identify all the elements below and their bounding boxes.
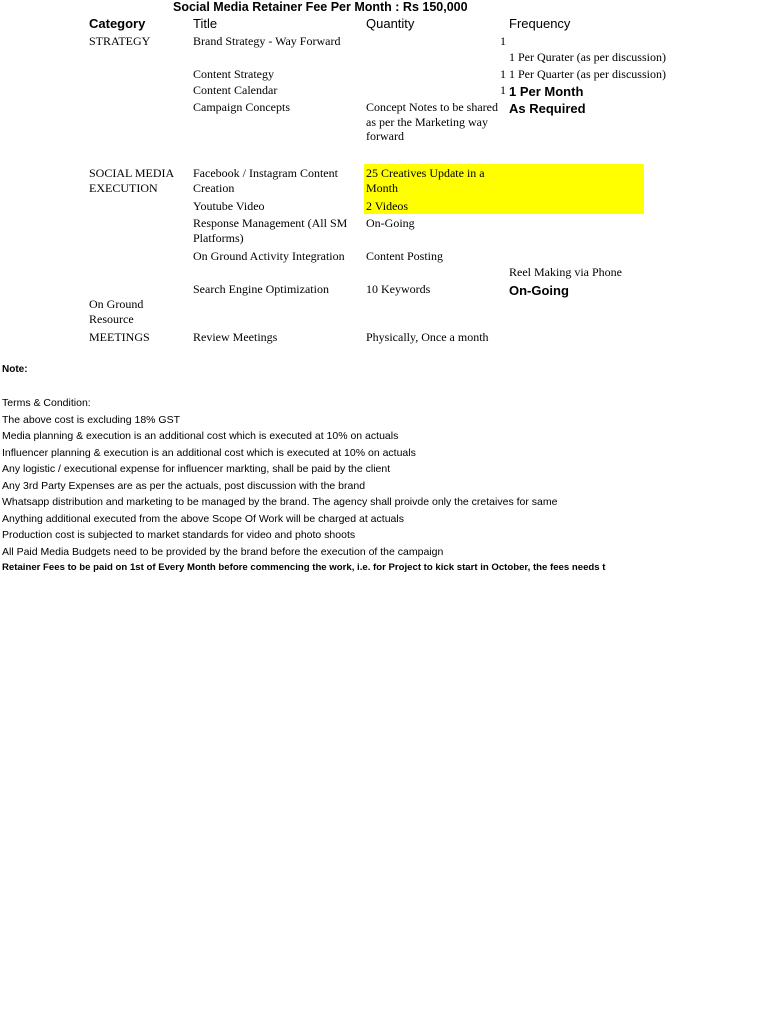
row-content-strategy-count: 1 — [500, 67, 506, 81]
terms-list — [2, 395, 557, 560]
row-youtube-quantity: 2 Videos — [366, 199, 409, 213]
terms-item: Influencer planning & execution is an additional cost which is executed at 10% on actuals — [2, 446, 416, 459]
document-title: Social Media Retainer Fee Per Month : Rs 150,000 — [173, 0, 468, 14]
row-content-strategy-frequency: 1 Per Quarter (as per discussion) — [509, 67, 666, 81]
row-review-meetings-quantity: Physically, Once a month — [366, 330, 489, 344]
row-on-ground-activity-quantity: Content Posting — [366, 249, 444, 263]
row-content-calendar-frequency: 1 Per Month — [509, 84, 584, 99]
retainer-fee-note: Retainer Fees to be paid on 1st of Every Month before commencing the work, i.e. for Project to kick start in October, the fees needs t — [2, 562, 606, 573]
row-content-strategy-title: Content Strategy — [193, 67, 274, 81]
terms-item: Any 3rd Party Expenses are as per the actuals, post discussion with the brand — [2, 479, 366, 492]
category-strategy: STRATEGY — [89, 34, 151, 48]
row-brand-strategy-frequency: 1 Per Qurater (as per discussion) — [509, 50, 666, 64]
row-reel-frequency: Reel Making via Phone — [509, 265, 622, 279]
row-campaign-concepts-frequency: As Required — [509, 101, 586, 116]
row-response-quantity: On-Going — [366, 216, 415, 230]
note-label: Note: — [2, 364, 28, 375]
terms-item: Production cost is subjected to market standards for video and photo shoots — [2, 529, 356, 541]
row-campaign-concepts-quantity: Concept Notes to be shared as per the Marketing way forward — [366, 100, 498, 143]
category-meetings: MEETINGS — [89, 330, 150, 344]
terms-item: Terms & Condition: — [2, 397, 91, 409]
header-frequency: Frequency — [509, 16, 571, 31]
terms-item: Whatsapp distribution and marketing to be managed by the brand. The agency shall proivde only the cretaives for same — [2, 496, 558, 508]
category-social-media-execution: SOCIAL MEDIA EXECUTION — [89, 166, 174, 195]
row-youtube-title: Youtube Video — [193, 199, 265, 213]
category-on-ground-resource: On Ground Resource — [89, 297, 144, 326]
row-on-ground-activity-title: On Ground Activity Integration — [193, 249, 345, 263]
header-title: Title — [193, 16, 218, 31]
row-seo-frequency: On-Going — [509, 283, 569, 298]
row-content-calendar-title: Content Calendar — [193, 83, 278, 97]
row-content-calendar-count: 1 — [500, 83, 506, 97]
row-facebook-title: Facebook / Instagram Content Creation — [193, 166, 338, 195]
terms-item: The above cost is excluding 18% GST — [2, 413, 181, 426]
row-facebook-quantity: 25 Creatives Update in a Month — [366, 166, 485, 195]
row-review-meetings-title: Review Meetings — [193, 330, 278, 344]
header-category: Category — [89, 16, 146, 31]
row-response-title: Response Management (All SM Platforms) — [193, 216, 348, 245]
header-quantity: Quantity — [366, 16, 415, 31]
row-brand-strategy-title: Brand Strategy - Way Forward — [193, 34, 341, 48]
row-campaign-concepts-title: Campaign Concepts — [193, 100, 290, 114]
row-seo-quantity: 10 Keywords — [366, 282, 431, 296]
row-seo-title: Search Engine Optimization — [193, 282, 329, 296]
row-brand-strategy-count: 1 — [500, 34, 506, 48]
terms-item: All Paid Media Budgets need to be provided by the brand before the execution of the campaign — [2, 545, 444, 558]
terms-item: Anything additional executed from the above Scope Of Work will be charged at actuals — [2, 512, 404, 525]
terms-item: Media planning & execution is an additional cost which is executed at 10% on actuals — [2, 430, 399, 442]
terms-item: Any logistic / executional expense for influencer markting, shall be paid by the client — [2, 463, 391, 475]
